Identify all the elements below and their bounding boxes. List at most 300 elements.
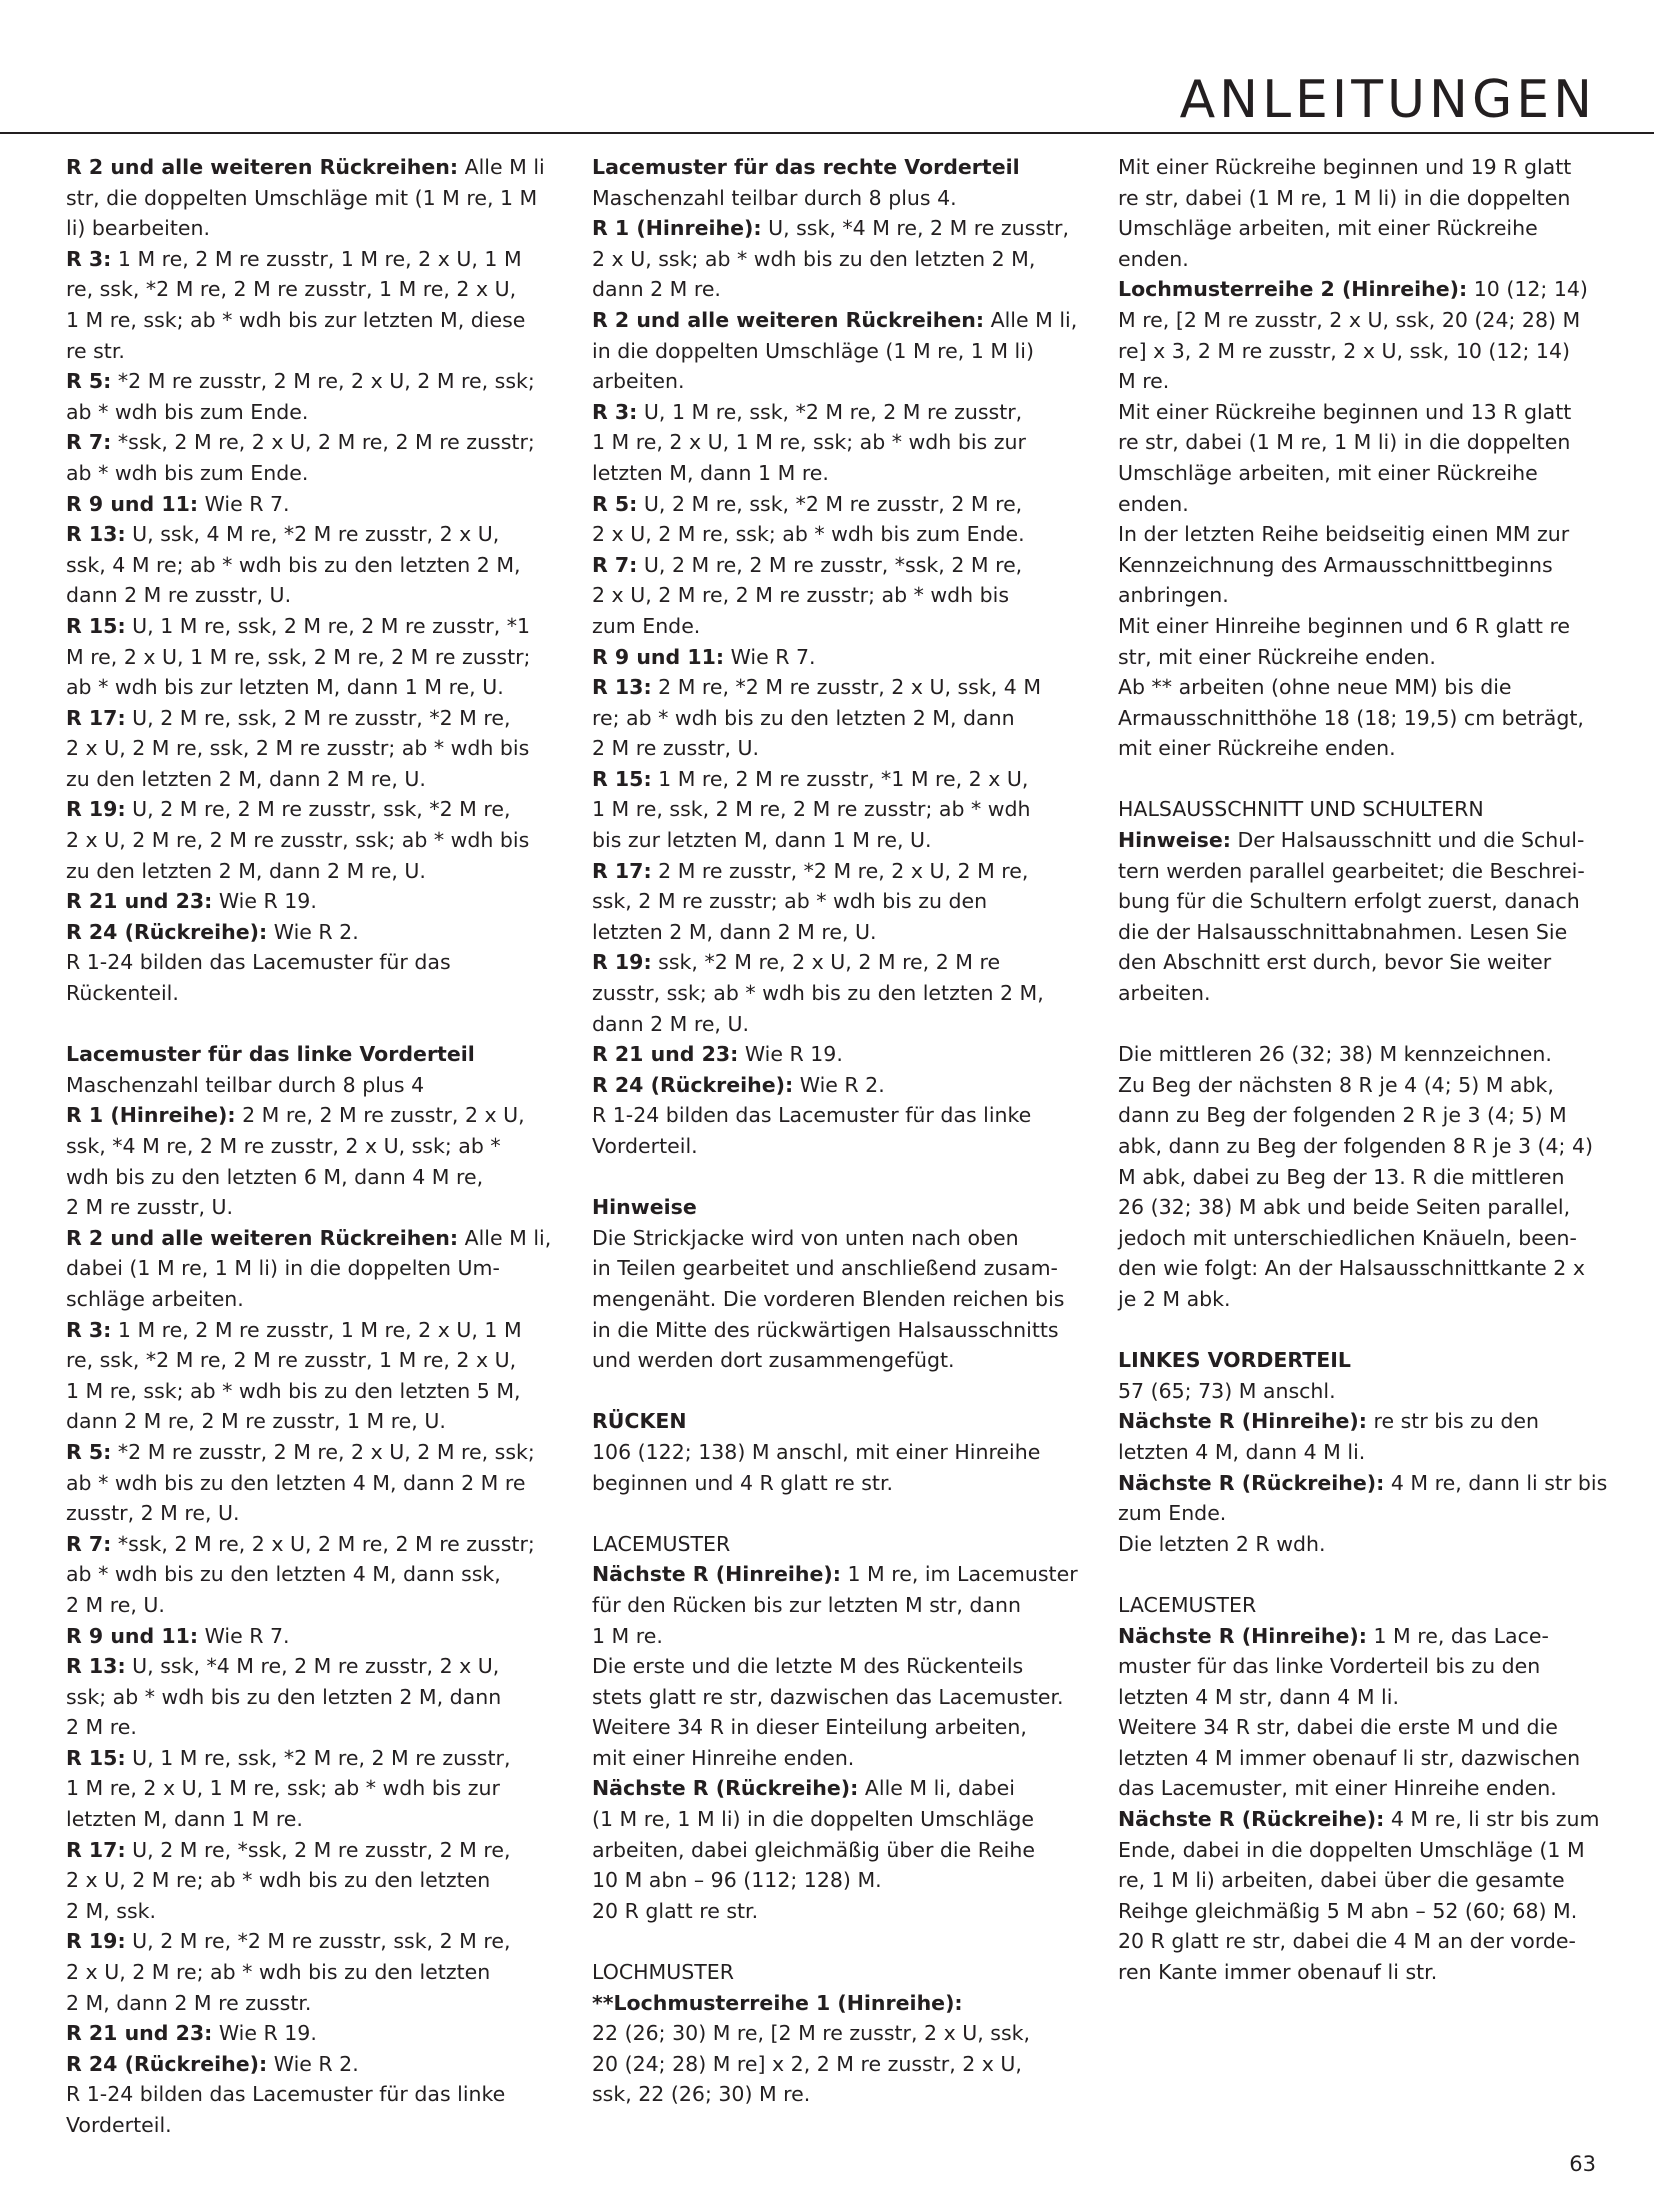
header-rule: [0, 132, 1654, 134]
line-text: 20 R glatt re str, dabei die 4 M an der vorde-: [1118, 1929, 1576, 1954]
line-text: bung für die Schultern erfolgt zuerst, danach: [1118, 889, 1580, 914]
line-text: wdh bis zu den letzten 6 M, dann 4 M re,: [66, 1164, 484, 1189]
line-text: re str, dabei (1 M re, 1 M li) in die doppelten: [1118, 430, 1571, 455]
text-line: [1118, 1712, 1608, 1743]
text-line: [66, 1498, 556, 1529]
text-line: [592, 1070, 1082, 1101]
line-text: Kennzeichnung des Armausschnittbeginns: [1118, 552, 1553, 577]
text-line: [592, 183, 1082, 214]
line-text: dann 2 M re zusstr, U.: [66, 583, 292, 608]
line-text: enden.: [1118, 491, 1189, 516]
text-line: [592, 703, 1082, 734]
line-text: Mit einer Rückreihe beginnen und 13 R glatt: [1118, 399, 1572, 424]
line-text: in die Mitte des rückwärtigen Halsausschnitts: [592, 1317, 1059, 1342]
text-line: [1118, 1070, 1608, 1101]
text-line: [592, 886, 1082, 917]
line-text: Umschläge arbeiten, mit einer Rückreihe: [1118, 460, 1538, 485]
line-text: 2 x U, ssk; ab * wdh bis zu den letzten 2 M,: [592, 246, 1036, 271]
text-line: [592, 978, 1082, 1009]
bold-label: R 21 und 23:: [66, 889, 213, 914]
text-line: [1118, 1284, 1608, 1315]
line-text: Umschläge arbeiten, mit einer Rückreihe: [1118, 216, 1538, 241]
text-line: [1118, 1131, 1608, 1162]
bold-label: Nächste R (Rückreihe):: [1118, 1807, 1385, 1832]
line-text: U, 1 M re, ssk, 2 M re, 2 M re zusstr, *1: [125, 613, 531, 638]
text-line: [592, 1468, 1082, 1499]
text-line: [1118, 611, 1608, 642]
text-line: [66, 1192, 556, 1223]
line-text: zu den letzten 2 M, dann 2 M re, U.: [66, 858, 426, 883]
line-text: letzten 2 M, dann 2 M re, U.: [592, 919, 877, 944]
bold-label: R 9 und 11:: [592, 644, 725, 669]
text-line: [592, 1131, 1082, 1162]
line-text: U, ssk, 4 M re, *2 M re zusstr, 2 x U,: [125, 522, 500, 547]
bold-label: R 21 und 23:: [66, 2021, 213, 2046]
bold-label: R 24 (Rückreihe):: [592, 1072, 794, 1097]
text-line: [592, 2079, 1082, 2110]
line-text: letzten 4 M, dann 4 M li.: [1118, 1439, 1366, 1464]
text-line: [1118, 1468, 1608, 1499]
bold-label: R 13:: [592, 675, 652, 700]
text-line: [592, 244, 1082, 275]
line-text: bis zur letzten M, dann 1 M re, U.: [592, 828, 932, 853]
bold-label: Nächste R (Rückreihe):: [1118, 1470, 1385, 1495]
text-line: [66, 2018, 556, 2049]
text-line: [1118, 1437, 1608, 1468]
text-line: [66, 1100, 556, 1131]
text-column-right: [1118, 152, 1608, 1988]
line-text: ab * wdh bis zu den letzten 4 M, dann ssk,: [66, 1562, 501, 1587]
paragraph-gap: [1118, 1559, 1608, 1590]
line-text: Wie R 2.: [793, 1072, 885, 1097]
text-line: [66, 642, 556, 673]
line-text: 2 x U, 2 M re, ssk, 2 M re zusstr; ab * wdh bis: [66, 736, 530, 761]
line-text: re str bis zu den: [1366, 1409, 1540, 1434]
text-line: [592, 1345, 1082, 1376]
text-line: [66, 1743, 556, 1774]
text-line: [592, 1682, 1082, 1713]
text-line: [66, 1070, 556, 1101]
line-text: ssk, 22 (26; 30) M re.: [592, 2082, 811, 2107]
text-line: [1118, 1100, 1608, 1131]
line-text: stets glatt re str, dazwischen das Lacemuster.: [592, 1684, 1064, 1709]
line-text: 1 M re, ssk; ab * wdh bis zur letzten M, diese: [66, 307, 526, 332]
line-text: U, 1 M re, ssk, *2 M re, 2 M re zusstr,: [637, 399, 1023, 424]
text-line: [66, 519, 556, 550]
text-line: [592, 458, 1082, 489]
bold-label: R 2 und alle weiteren Rückreihen:: [66, 1225, 459, 1250]
bold-label: R 2 und alle weiteren Rückreihen:: [66, 155, 459, 179]
line-text: letzten M, dann 1 M re.: [66, 1807, 303, 1832]
text-line: [592, 947, 1082, 978]
text-line: [66, 1651, 556, 1682]
text-line: [1118, 550, 1608, 581]
text-line: [1118, 1773, 1608, 1804]
text-line: [66, 1957, 556, 1988]
text-line: [592, 1988, 1082, 2019]
line-text: Alle M li, dabei: [858, 1776, 1015, 1801]
line-text: 1 M re, 2 x U, 1 M re, ssk; ab * wdh bis zur: [592, 430, 1026, 455]
paragraph-gap: [592, 1376, 1082, 1407]
line-text: 1 M re, das Lace-: [1366, 1623, 1549, 1648]
text-line: [1118, 1223, 1608, 1254]
line-text: zusstr, ssk; ab * wdh bis zu den letzten 2 M,: [592, 981, 1044, 1006]
line-text: den Abschnitt erst durch, bevor Sie weiter: [1118, 950, 1552, 975]
text-line: [592, 642, 1082, 673]
text-line: [592, 856, 1082, 887]
line-text: letzten 4 M immer obenauf li str, dazwischen: [1118, 1745, 1581, 1770]
bold-label: Hinweise:: [1118, 828, 1231, 853]
line-text: Wie R 19.: [212, 889, 317, 914]
text-line: [66, 1559, 556, 1590]
text-line: [592, 336, 1082, 367]
text-line: [1118, 1926, 1608, 1957]
bold-label: RÜCKEN: [592, 1409, 687, 1434]
line-text: 4 M re, li str bis zum: [1384, 1807, 1600, 1832]
line-text: 2 x U, 2 M re, 2 M re zusstr, ssk; ab * wdh bis: [66, 828, 530, 853]
bold-label: LINKES VORDERTEIL: [1118, 1348, 1351, 1373]
line-text: ren Kante immer obenauf li str.: [1118, 1960, 1438, 1985]
text-line: [66, 947, 556, 1008]
line-text: Weitere 34 R in dieser Einteilung arbeiten,: [592, 1715, 1027, 1740]
line-text: Die mittleren 26 (32; 38) M kennzeichnen.: [1118, 1042, 1552, 1067]
line-text: U, 2 M re, ssk, *2 M re zusstr, 2 M re,: [637, 491, 1023, 516]
text-line: [1118, 213, 1608, 244]
bold-label: R 1 (Hinreihe):: [592, 216, 762, 241]
bold-label: R 5:: [66, 369, 112, 394]
line-text: Maschenzahl teilbar durch 8 plus 4: [66, 1072, 425, 1097]
line-text: für den Rücken bis zur letzten M str, dann: [592, 1592, 1021, 1617]
bold-label: R 17:: [592, 858, 652, 883]
bold-label: Nächste R (Hinreihe):: [1118, 1409, 1367, 1434]
line-text: 1 M re, ssk, 2 M re, 2 M re zusstr; ab * wdh: [592, 797, 1031, 822]
text-line: [66, 1682, 556, 1713]
line-text: Wie R 7.: [724, 644, 816, 669]
line-text: 2 M, dann 2 M re zusstr.: [66, 1990, 312, 2015]
text-line: [66, 611, 556, 642]
text-line: [1118, 1804, 1608, 1835]
line-text: arbeiten.: [1118, 981, 1211, 1006]
line-text: zum Ende.: [1118, 1501, 1227, 1526]
bold-label: R 2 und alle weiteren Rückreihen:: [592, 307, 985, 332]
line-text: mengenäht. Die vorderen Blenden reichen bis: [592, 1286, 1065, 1311]
line-text: re] x 3, 2 M re zusstr, 2 x U, ssk, 10 (12; 14): [1118, 338, 1571, 363]
text-line: [66, 672, 556, 703]
line-text: Mit einer Rückreihe beginnen und 19 R glatt: [1118, 155, 1572, 179]
text-line: [1118, 1345, 1608, 1376]
text-line: [1118, 183, 1608, 214]
text-line: [1118, 366, 1608, 397]
text-line: [66, 1437, 556, 1468]
line-text: re, 1 M li) arbeiten, dabei über die gesamte: [1118, 1868, 1565, 1893]
line-text: 1 M re, 2 M re zusstr, *1 M re, 2 x U,: [651, 766, 1029, 791]
line-text: das Lacemuster, mit einer Hinreihe enden.: [1118, 1776, 1557, 1801]
text-line: [66, 152, 556, 183]
text-line: [1118, 1498, 1608, 1529]
bold-label: R 7:: [66, 1531, 112, 1556]
line-text: Weitere 34 R str, dabei die erste M und die: [1118, 1715, 1558, 1740]
line-text: U, 2 M re, ssk, 2 M re zusstr, *2 M re,: [125, 705, 511, 730]
line-text: Vorderteil.: [66, 2113, 172, 2137]
line-text: U, 2 M re, 2 M re zusstr, ssk, *2 M re,: [125, 797, 511, 822]
line-text: Reihge gleichmäßig 5 M abn – 52 (60; 68) M.: [1118, 1898, 1578, 1923]
text-line: [66, 1804, 556, 1835]
text-line: [592, 397, 1082, 428]
bold-label: R 21 und 23:: [592, 1042, 739, 1067]
text-line: [1118, 794, 1608, 825]
text-line: [592, 672, 1082, 703]
bold-label: R 15:: [66, 613, 126, 638]
line-text: 4 M re, dann li str bis: [1384, 1470, 1608, 1495]
line-text: Ende, dabei in die doppelten Umschläge (1 M: [1118, 1837, 1585, 1862]
line-text: dabei (1 M re, 1 M li) in die doppelten Um-: [66, 1256, 500, 1281]
bold-label: R 15:: [592, 766, 652, 791]
text-line: [592, 611, 1082, 642]
bold-label: R 17:: [66, 1837, 126, 1862]
line-text: dann zu Beg der folgenden 2 R je 3 (4; 5) M: [1118, 1103, 1567, 1128]
bold-label: R 9 und 11:: [66, 491, 199, 516]
line-text: die der Halsausschnittabnahmen. Lesen Sie: [1118, 919, 1568, 944]
line-text: zum Ende.: [592, 613, 701, 638]
line-text: ssk, *2 M re, 2 x U, 2 M re, 2 M re: [651, 950, 1001, 975]
bold-label: Nächste R (Hinreihe):: [1118, 1623, 1367, 1648]
line-text: M abk, dabei zu Beg der 13. R die mittleren: [1118, 1164, 1565, 1189]
text-line: [66, 550, 556, 581]
line-text: M re, [2 M re zusstr, 2 x U, ssk, 20 (24; 28) M: [1118, 307, 1581, 332]
line-text: arbeiten.: [592, 369, 685, 394]
line-text: U, 2 M re, *ssk, 2 M re zusstr, 2 M re,: [125, 1837, 511, 1862]
line-text: li) bearbeiten.: [66, 216, 211, 241]
line-text: re, ssk, *2 M re, 2 M re zusstr, 1 M re, 2 x U,: [66, 1348, 517, 1373]
line-text: LACEMUSTER: [592, 1531, 731, 1556]
line-text: dann 2 M re.: [592, 277, 721, 302]
line-text: re str.: [66, 338, 125, 363]
line-text: ab * wdh bis zum Ende.: [66, 399, 309, 424]
text-line: [1118, 1406, 1608, 1437]
text-line: [66, 1468, 556, 1499]
text-line: [592, 1253, 1082, 1284]
text-line: [592, 1009, 1082, 1040]
line-text: 2 M re.: [66, 1715, 137, 1740]
text-line: [592, 764, 1082, 795]
line-text: 2 x U, 2 M re; ab * wdh bis zu den letzten: [66, 1960, 491, 1985]
text-line: [66, 427, 556, 458]
line-text: 2 M re, 2 M re zusstr, 2 x U,: [235, 1103, 525, 1128]
text-line: [1118, 1682, 1608, 1713]
line-text: Die erste und die letzte M des Rückenteils: [592, 1654, 1024, 1679]
text-line: [1118, 856, 1608, 887]
bold-label: R 3:: [592, 399, 638, 424]
text-line: [1118, 1376, 1608, 1407]
text-line: [1118, 1039, 1608, 1070]
line-text: den wie folgt: An der Halsausschnittkante 2 x: [1118, 1256, 1585, 1281]
line-text: Armausschnitthöhe 18 (18; 19,5) cm beträgt,: [1118, 705, 1584, 730]
text-line: [66, 489, 556, 520]
paragraph-gap: [592, 1498, 1082, 1529]
text-line: [1118, 917, 1608, 948]
text-line: [1118, 152, 1608, 183]
text-line: [1118, 580, 1608, 611]
text-line: [66, 1406, 556, 1437]
text-line: [66, 2110, 556, 2141]
text-line: [66, 703, 556, 734]
text-line: [66, 2049, 556, 2080]
line-text: M re.: [1118, 369, 1170, 394]
text-line: [1118, 733, 1608, 764]
text-line: [1118, 1835, 1608, 1866]
line-text: ab * wdh bis zum Ende.: [66, 460, 309, 485]
line-text: U, 2 M re, *2 M re zusstr, ssk, 2 M re,: [125, 1929, 511, 1954]
text-line: [66, 1223, 556, 1254]
text-line: [1118, 642, 1608, 673]
text-line: [1118, 489, 1608, 520]
text-line: [592, 2018, 1082, 2049]
line-text: *ssk, 2 M re, 2 x U, 2 M re, 2 M re zusstr;: [111, 430, 535, 455]
text-line: [1118, 458, 1608, 489]
line-text: 1 M re, 2 M re zusstr, 1 M re, 2 x U, 1 M: [111, 246, 522, 271]
text-line: [66, 1315, 556, 1346]
line-text: str, mit einer Rückreihe enden.: [1118, 644, 1436, 669]
line-text: 1 M re, 2 x U, 1 M re, ssk; ab * wdh bis zur: [66, 1776, 500, 1801]
text-line: [592, 274, 1082, 305]
line-text: 2 M re, U.: [66, 1592, 165, 1617]
line-text: Wie R 19.: [212, 2021, 317, 2046]
text-line: [1118, 519, 1608, 550]
line-text: anbringen.: [1118, 583, 1229, 608]
text-line: [66, 1162, 556, 1193]
line-text: re, ssk, *2 M re, 2 M re zusstr, 1 M re, 2 x U,: [66, 277, 517, 302]
line-text: 1 M re, ssk; ab * wdh bis zu den letzten 5 M,: [66, 1378, 521, 1403]
line-text: HALSAUSSCHNITT UND SCHULTERN: [1118, 797, 1484, 822]
text-line: [592, 1406, 1082, 1437]
text-line: [1118, 1590, 1608, 1621]
text-line: [1118, 672, 1608, 703]
text-line: [592, 427, 1082, 458]
line-text: 1 M re.: [592, 1623, 663, 1648]
line-text: 2 M re, *2 M re zusstr, 2 x U, ssk, 4 M: [651, 675, 1042, 700]
text-line: [592, 1651, 1082, 1682]
line-text: 1 M re, 2 M re zusstr, 1 M re, 2 x U, 1 M: [111, 1317, 522, 1342]
line-text: 2 x U, 2 M re, 2 M re zusstr; ab * wdh bis: [592, 583, 1010, 608]
line-text: Alle M li: [458, 155, 545, 179]
line-text: abk, dann zu Beg der folgenden 8 R je 3 (4; 4): [1118, 1134, 1594, 1158]
line-text: ssk, 4 M re; ab * wdh bis zu den letzten 2 M,: [66, 552, 521, 577]
line-text: R 1-24 bilden das Lacemuster für das Rückenteil.: [66, 950, 451, 1006]
line-text: ssk; ab * wdh bis zu den letzten 2 M, dann: [66, 1684, 502, 1709]
line-text: Alle M li,: [458, 1225, 552, 1250]
text-line: [66, 1590, 556, 1621]
line-text: dann 2 M re, 2 M re zusstr, 1 M re, U.: [66, 1409, 446, 1434]
text-line: [66, 580, 556, 611]
paragraph-gap: [1118, 764, 1608, 795]
line-text: U, 1 M re, ssk, *2 M re, 2 M re zusstr,: [125, 1745, 511, 1770]
line-text: re; ab * wdh bis zu den letzten 2 M, dann: [592, 705, 1015, 730]
text-line: [66, 1131, 556, 1162]
text-line: [592, 1835, 1082, 1866]
text-line: [66, 1865, 556, 1896]
text-line: [66, 1712, 556, 1743]
text-line: [592, 825, 1082, 856]
bold-label: R 1 (Hinreihe):: [66, 1103, 236, 1128]
line-text: Wie R 19.: [738, 1042, 843, 1067]
bold-label: R 7:: [592, 552, 638, 577]
page-title: ANLEITUNGEN: [1179, 70, 1596, 130]
text-line: [592, 550, 1082, 581]
line-text: tern werden parallel gearbeitet; die Beschrei-: [1118, 858, 1585, 883]
text-line: [66, 764, 556, 795]
bold-label: Nächste R (Hinreihe):: [592, 1562, 841, 1587]
line-text: Wie R 7.: [198, 1623, 290, 1648]
line-text: 10 (12; 14): [1467, 277, 1588, 302]
text-line: [592, 1039, 1082, 1070]
text-line: [592, 1865, 1082, 1896]
text-line: [66, 1988, 556, 2019]
text-line: [1118, 825, 1608, 856]
bold-label: R 13:: [66, 522, 126, 547]
line-text: dann 2 M re, U.: [592, 1011, 749, 1036]
line-text: 22 (26; 30) M re, [2 M re zusstr, 2 x U, ssk,: [592, 2021, 1031, 2046]
bold-label: Nächste R (Rückreihe):: [592, 1776, 859, 1801]
text-line: [592, 1192, 1082, 1223]
line-text: je 2 M abk.: [1118, 1286, 1231, 1311]
text-line: [592, 1743, 1082, 1774]
line-text: ssk, 2 M re zusstr; ab * wdh bis zu den: [592, 889, 988, 914]
line-text: re str, dabei (1 M re, 1 M li) in die doppelten: [1118, 185, 1571, 210]
line-text: 20 R glatt re str.: [592, 1898, 759, 1923]
line-text: str, die doppelten Umschläge mit (1 M re, 1 M: [66, 185, 538, 210]
text-column-middle: [592, 152, 1082, 2110]
text-line: [66, 1835, 556, 1866]
bold-label: **Lochmusterreihe 1 (Hinreihe):: [592, 1990, 963, 2015]
line-text: Vorderteil.: [592, 1134, 698, 1158]
text-line: [592, 733, 1082, 764]
line-text: Zu Beg der nächsten 8 R je 4 (4; 5) M abk,: [1118, 1072, 1554, 1097]
text-line: [592, 1773, 1082, 1804]
bold-label: R 13:: [66, 1654, 126, 1679]
line-text: (1 M re, 1 M li) in die doppelten Umschläge: [592, 1807, 1034, 1832]
line-text: U, ssk, *4 M re, 2 M re zusstr,: [761, 216, 1069, 241]
bold-label: Hinweise: [592, 1195, 697, 1220]
line-text: Alle M li,: [984, 307, 1078, 332]
text-line: [1118, 703, 1608, 734]
bold-label: R 19:: [66, 1929, 126, 1954]
line-text: 106 (122; 138) M anschl, mit einer Hinreihe: [592, 1439, 1041, 1464]
text-line: [592, 366, 1082, 397]
bold-label: Lacemuster für das linke Vorderteil: [66, 1042, 475, 1067]
text-line: [592, 1529, 1082, 1560]
text-line: [592, 1896, 1082, 1927]
text-line: [1118, 1621, 1608, 1652]
text-line: [1118, 1743, 1608, 1774]
bold-label: R 15:: [66, 1745, 126, 1770]
text-line: [66, 1896, 556, 1927]
text-line: [592, 213, 1082, 244]
line-text: arbeiten, dabei gleichmäßig über die Reihe: [592, 1837, 1035, 1862]
line-text: 2 M re zusstr, U.: [66, 1195, 234, 1220]
text-line: [66, 1926, 556, 1957]
line-text: in Teilen gearbeitet und anschließend zusam-: [592, 1256, 1058, 1281]
bold-label: R 7:: [66, 430, 112, 455]
text-line: [592, 305, 1082, 336]
line-text: 2 M, ssk.: [66, 1898, 157, 1923]
text-line: [592, 794, 1082, 825]
line-text: schläge arbeiten.: [66, 1286, 244, 1311]
text-line: [592, 917, 1082, 948]
text-line: [66, 2079, 556, 2110]
text-line: [1118, 978, 1608, 1009]
line-text: Ab ** arbeiten (ohne neue MM) bis die: [1118, 675, 1512, 700]
line-text: LOCHMUSTER: [592, 1960, 734, 1985]
